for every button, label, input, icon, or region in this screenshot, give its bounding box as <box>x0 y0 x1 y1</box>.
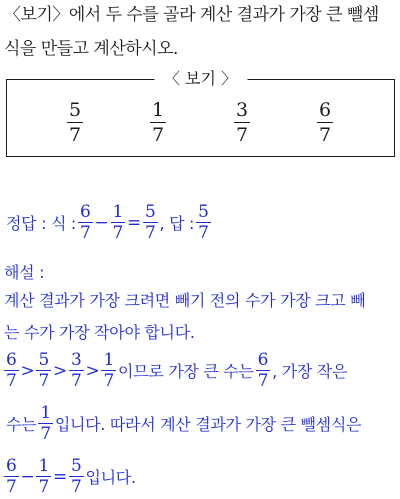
greater-than-sign: > <box>85 360 100 381</box>
smallest-fraction: $\frac{1}{7}$ <box>40 403 51 444</box>
answer-label: , 답 : <box>159 214 195 233</box>
example-box <box>6 69 395 157</box>
example-fraction-3 <box>234 98 250 147</box>
fraction-numerator: 3 <box>235 99 249 121</box>
greater-than-sign: > <box>20 360 35 381</box>
answer-result-fraction: $\frac{5}{7}$ <box>198 202 209 243</box>
answer-prefix: 정답 : 식 : <box>6 214 77 233</box>
example-fraction-4 <box>317 98 333 147</box>
example-fraction-2 <box>150 98 166 147</box>
comparison-line <box>4 350 349 391</box>
final-fraction-1: $\frac{6}{7}$ <box>6 456 17 497</box>
comparison-fraction-1: $\frac{6}{7}$ <box>6 350 17 391</box>
greater-than-sign: > <box>53 360 67 381</box>
fraction-denominator: 7 <box>68 124 82 146</box>
after-largest-text: , 가장 작은 <box>272 362 348 381</box>
question-line-2: 식을 만들고 계산하시오. <box>4 39 178 59</box>
answer-line <box>4 202 211 243</box>
comparison-fraction-4: $\frac{1}{7}$ <box>103 350 114 391</box>
minus-sign: − <box>94 212 109 233</box>
smallest-suffix: 입니다. 따라서 계산 결과가 가장 큰 뺄셈식은 <box>54 415 362 434</box>
fraction-numerator: 1 <box>151 99 165 121</box>
minus-sign: − <box>20 466 35 487</box>
comparison-fraction-2: $\frac{5}{7}$ <box>38 350 50 391</box>
fraction-numerator: 6 <box>318 99 332 121</box>
fraction-denominator: 7 <box>235 124 249 146</box>
explanation-line-1: 계산 결과가 가장 크려면 빼기 전의 수가 가장 크고 빼 <box>4 291 366 310</box>
fraction-numerator: 5 <box>68 99 82 121</box>
fraction-denominator: 7 <box>151 124 165 146</box>
comparison-fraction-3: $\frac{3}{7}$ <box>70 350 82 391</box>
final-fraction-3: $\frac{5}{7}$ <box>70 456 82 497</box>
answer-fraction-1: $\frac{6}{7}$ <box>80 202 91 243</box>
equals-sign: = <box>127 212 141 233</box>
example-box-title: 〈 보기 〉 <box>154 68 247 90</box>
answer-fraction-2: $\frac{1}{7}$ <box>112 202 124 243</box>
final-expression-line <box>4 456 138 497</box>
example-fraction-1 <box>67 98 83 147</box>
equals-sign: = <box>53 466 67 487</box>
question-line-1: 〈보기〉에서 두 수를 골라 계산 결과가 가장 큰 뺄셈 <box>4 5 379 25</box>
smallest-line <box>4 403 363 444</box>
explanation-line-2: 는 수가 가장 작아야 합니다. <box>4 323 195 342</box>
smallest-prefix: 수는 <box>6 415 37 434</box>
answer-fraction-3: $\frac{5}{7}$ <box>144 202 156 243</box>
comparison-text: 이므로 가장 큰 수는 <box>117 362 254 381</box>
final-suffix: 입니다. <box>85 468 136 487</box>
final-fraction-2: $\frac{1}{7}$ <box>38 456 50 497</box>
largest-fraction: $\frac{6}{7}$ <box>257 350 269 391</box>
explanation-heading: 해설 : <box>4 263 45 282</box>
fraction-denominator: 7 <box>318 124 332 146</box>
